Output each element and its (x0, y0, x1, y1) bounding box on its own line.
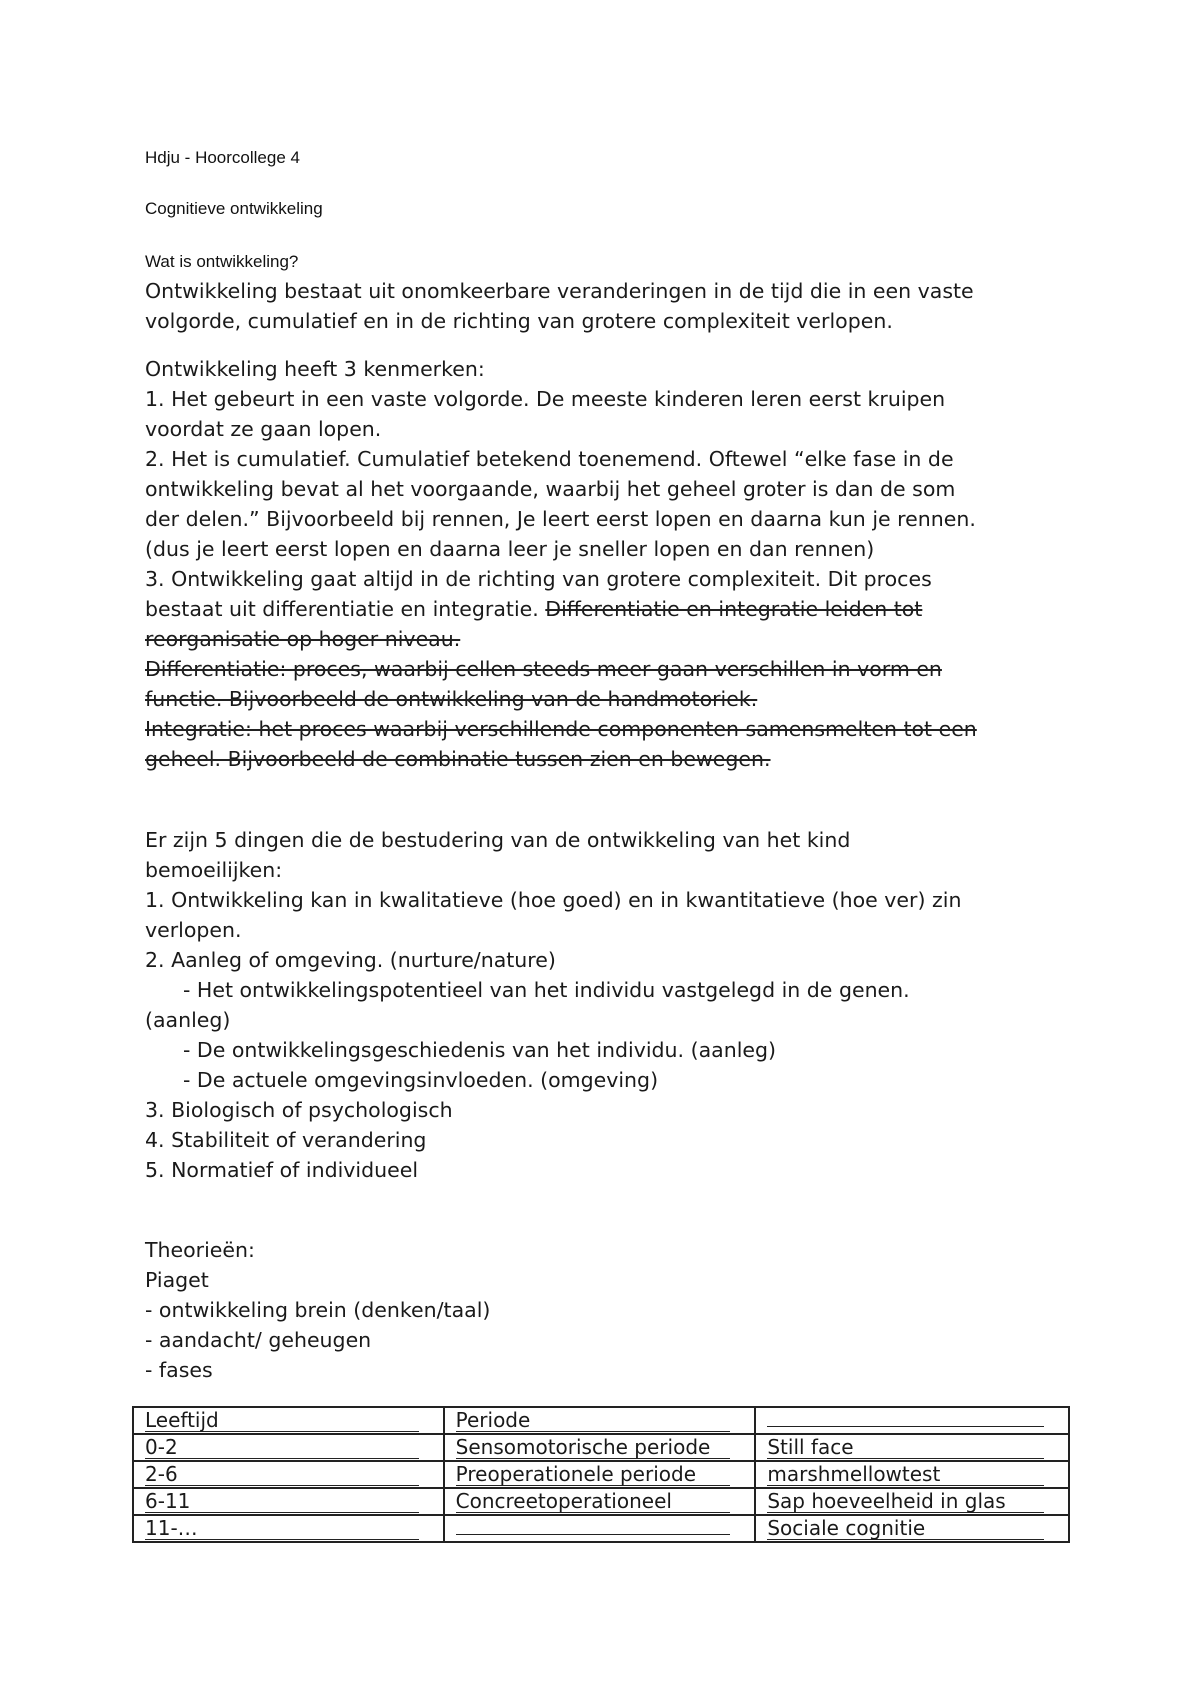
text-line: Ontwikkeling heeft 3 kenmerken: (145, 357, 485, 381)
text-line: (dus je leert eerst lopen en daarna leer je sneller lopen en dan rennen) (145, 537, 875, 561)
piaget-phases-table (132, 1406, 1070, 1543)
sub-item: - Het ontwikkelingspotentieel van het individu vastgelegd in de genen. (183, 978, 910, 1002)
text-line: Er zijn 5 dingen die de bestudering van de ontwikkeling van het kind (145, 828, 851, 852)
text-line: ontwikkeling bevat al het voorgaande, waarbij het geheel groter is dan de som (145, 477, 956, 501)
struck-line: geheel. Bijvoorbeeld de combinatie tussen zien en bewegen. (145, 747, 771, 771)
struck-line: Integratie: het proces waarbij verschillende componenten samensmelten tot een (145, 717, 977, 741)
table-row (133, 1434, 1069, 1461)
bullet-item: - fases (145, 1358, 213, 1382)
text-line: voordat ze gaan lopen. (145, 417, 382, 441)
text-line: 1. Ontwikkeling kan in kwalitatieve (hoe goed) en in kwantitatieve (hoe ver) zin (145, 888, 962, 912)
bullet-item: - aandacht/ geheugen (145, 1328, 372, 1352)
table-cell (444, 1434, 756, 1461)
cell-text: 11-… (145, 1517, 419, 1540)
text-line: verlopen. (145, 918, 242, 942)
course-title: Hdju - Hoorcollege 4 (145, 148, 300, 167)
table-header-row (133, 1407, 1069, 1434)
topic-heading: Cognitieve ontwikkeling (145, 199, 323, 218)
table-cell (444, 1461, 756, 1488)
text-line: volgorde, cumulatief en in de richting van grotere complexiteit verlopen. (145, 309, 893, 333)
table-header-cell (755, 1407, 1069, 1434)
table-header-cell (133, 1407, 444, 1434)
difficulties-paragraph (145, 825, 1085, 1185)
definition-paragraph (145, 276, 1085, 336)
cell-text: Sociale cognitie (767, 1517, 1044, 1540)
table-cell (755, 1488, 1069, 1515)
theories-paragraph (145, 1235, 1085, 1385)
sub-item: - De actuele omgevingsinvloeden. (omgeving) (183, 1068, 659, 1092)
text-line: bemoeilijken: (145, 858, 283, 882)
text-line: 4. Stabiliteit of verandering (145, 1128, 427, 1152)
cell-text: Still face (767, 1436, 1044, 1459)
table-cell (444, 1515, 756, 1542)
table-row (133, 1461, 1069, 1488)
text-line: 3. Biologisch of psychologisch (145, 1098, 453, 1122)
text-line: 3. Ontwikkeling gaat altijd in de richting van grotere complexiteit. Dit proces (145, 567, 932, 591)
question-heading: Wat is ontwikkeling? (145, 252, 299, 271)
text-line: 2. Aanleg of omgeving. (nurture/nature) (145, 948, 556, 972)
text-line: 1. Het gebeurt in een vaste volgorde. De meeste kinderen leren eerst kruipen (145, 387, 946, 411)
text-line: (aanleg) (145, 1008, 231, 1032)
sub-item: - De ontwikkelingsgeschiedenis van het individu. (aanleg) (183, 1038, 777, 1062)
cell-text: Preoperationele periode (456, 1463, 731, 1486)
cell-text: Sap hoeveelheid in glas (767, 1490, 1044, 1513)
table-cell (133, 1461, 444, 1488)
theory-name: Piaget (145, 1268, 209, 1292)
cell-text: 6-11 (145, 1490, 419, 1513)
table-cell (444, 1488, 756, 1515)
cell-text: Concreetoperationeel (456, 1490, 731, 1513)
cell-text (456, 1534, 731, 1535)
cell-text: Sensomotorische periode (456, 1436, 731, 1459)
cell-text: 0-2 (145, 1436, 419, 1459)
table-cell (755, 1515, 1069, 1542)
struck-line: functie. Bijvoorbeeld de ontwikkeling van de handmotoriek. (145, 687, 758, 711)
table-row (133, 1515, 1069, 1542)
characteristics-paragraph (145, 354, 1085, 774)
struck-line: Differentiatie: proces, waarbij cellen steeds meer gaan verschillen in vorm en (145, 657, 942, 681)
struck-line: reorganisatie op hoger niveau. (145, 627, 461, 651)
table-cell (133, 1515, 444, 1542)
text-line: 5. Normatief of individueel (145, 1158, 419, 1182)
table-cell (755, 1434, 1069, 1461)
cell-text: 2-6 (145, 1463, 419, 1486)
text-line: der delen.” Bijvoorbeeld bij rennen, Je leert eerst lopen en daarna kun je rennen. (145, 507, 976, 531)
text-line: Ontwikkeling bestaat uit onomkeerbare veranderingen in de tijd die in een vaste (145, 279, 974, 303)
cell-text (767, 1426, 1044, 1427)
bullet-item: - ontwikkeling brein (denken/taal) (145, 1298, 491, 1322)
plain-text: bestaat uit differentiatie en integratie. (145, 597, 546, 621)
text-line: 2. Het is cumulatief. Cumulatief betekend toenemend. Oftewel “elke fase in de (145, 447, 954, 471)
table-header-cell (444, 1407, 756, 1434)
cell-text: Periode (456, 1409, 731, 1432)
table-cell (133, 1488, 444, 1515)
cell-text: Leeftijd (145, 1409, 419, 1432)
theories-heading: Theorieën: (145, 1238, 255, 1262)
cell-text: marshmellowtest (767, 1463, 1044, 1486)
text-line-mixed (145, 594, 1085, 624)
struck-text: Differentiatie en integratie leiden tot (545, 597, 923, 621)
table-row (133, 1488, 1069, 1515)
table-cell (133, 1434, 444, 1461)
table-cell (755, 1461, 1069, 1488)
